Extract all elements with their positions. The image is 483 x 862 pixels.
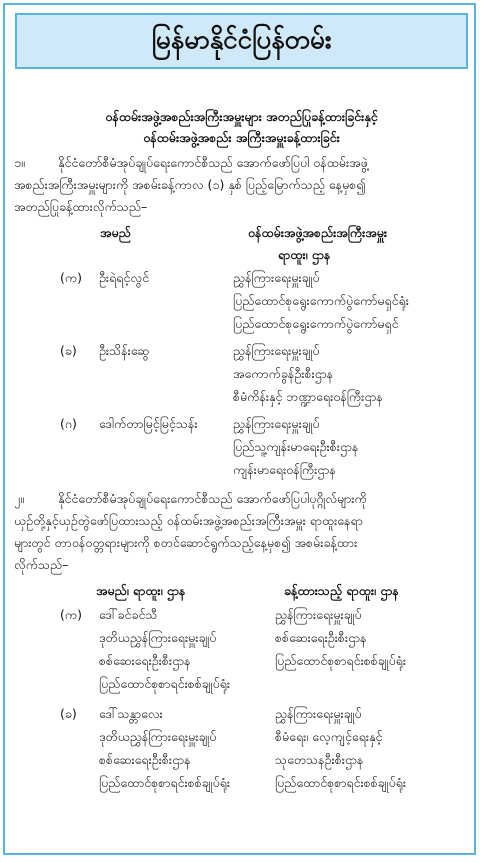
entry-department: ပြည်သူ့ကျန်းမာရေးဦးစီးဌာန (233, 439, 359, 454)
entry-number: (က) (60, 270, 82, 285)
entry-number: (ခ) (60, 343, 77, 358)
section-1-para-line-3: အတည်ပြုခန့်ထားလိုက်သည်– (14, 199, 148, 214)
section-1-col-position-2: ရာထူး၊ ဌာန (278, 247, 331, 262)
section-1-col-name: အမည် (100, 225, 131, 240)
entry-name: ဒေါ်သန္တာလေး (99, 706, 163, 721)
section-2-col-name: အမည်၊ ရာထူး၊ ဌာန (96, 583, 186, 598)
section-2-para-line-3: များတွင် တာဝန်ဝတ္တရားများကို စတင်ဆောင်ရွက်သည့်နေ့မှစ၍ အစမ်းခန့်ထား (14, 535, 358, 550)
entry-new-department: စီမံရေး၊ လေ့ကျင့်ရေးနှင့် (275, 729, 383, 744)
entry-name: ဒေါက်တာမြင့်မြင့်သန်း (99, 416, 198, 431)
entry-new-department-2: သုတေသနဦးစီးဌာန (275, 752, 364, 767)
entry-department: ပြည်ထောင်စုရွေးကောက်ပွဲကော်မရှင်ရုံး (233, 293, 409, 308)
entry-position: ညွှန်ကြားရေးမှူးချုပ် (233, 343, 320, 358)
section-1-para-line-1: နိုင်ငံတော်စီမံအုပ်ချုပ်ရေးကောင်စီသည် အောက်ဖော်ပြပါ ဝန်ထမ်းအဖွဲ့ (58, 155, 368, 170)
entry-current-office: ပြည်ထောင်စုစာရင်းစစ်ချုပ်ရုံး (99, 676, 231, 691)
entry-department: အကောက်ခွန်ဦးစီးဌာန (233, 366, 334, 381)
entry-name: ဒေါ်ခင်ခင်သီ (99, 607, 158, 622)
entry-current-department: စစ်ဆေးရေးဦးစီးဌာန (99, 653, 191, 668)
entry-position: ညွှန်ကြားရေးမှူးချုပ် (233, 270, 320, 285)
entry-new-position: ညွှန်ကြားရေးမှူးချုပ် (275, 706, 362, 721)
section-2-number: ၂။ (14, 491, 24, 506)
entry-number: (ဂ) (60, 416, 77, 431)
entry-name: ဦးသိန်းဆွေ (99, 343, 150, 358)
section-2-col-position: ခန့်ထားသည့် ရာထူး၊ ဌာန (284, 583, 399, 598)
entry-current-office: ပြည်ထောင်စုစာရင်းစစ်ချုပ်ရုံး (99, 775, 231, 790)
section-2-para-line-4: လိုက်သည်– (14, 557, 69, 572)
entry-new-office: ပြည်ထောင်စုစာရင်းစစ်ချုပ်ရုံး (275, 653, 407, 668)
section-1-number: ၁။ (14, 155, 25, 170)
entry-new-office: ပြည်ထောင်စုစာရင်းစစ်ချုပ်ရုံး (275, 775, 407, 790)
entry-new-department: စစ်ဆေးရေးဦးစီးဌာန (275, 630, 367, 645)
entry-ministry: စီမံကိန်းနှင့် ဘဏ္ဍာရေးဝန်ကြီးဌာန (233, 389, 383, 404)
subtitle-line-1: ဝန်ထမ်းအဖွဲ့အစည်းအကြီးအမှူးများ အတည်ပြုခန့်ထားခြင်းနှင့် (105, 109, 378, 124)
entry-current-position: ဒုတိယညွှန်ကြားရေးမှူးချုပ် (99, 630, 217, 645)
entry-number: (က) (60, 607, 82, 622)
section-1-col-position-1: ဝန်ထမ်းအဖွဲ့အစည်းအကြီးအမှူး (248, 225, 388, 240)
entry-number: (ခ) (60, 706, 77, 721)
section-1-para-line-2: အစည်းအကြီးအမှူးများကို အစမ်းခန့်ကာလ (၁) နှစ် ပြည့်မြောက်သည့် နေ့မှစ၍ (14, 177, 366, 192)
section-2-para-line-1: နိုင်ငံတော်စီမံအုပ်ချုပ်ရေးကောင်စီသည် အောက်ဖော်ပြပါပုဂ္ဂိုလ်များကို (58, 491, 367, 506)
gazette-header (15, 13, 468, 69)
entry-current-department: စစ်ဆေးရေးဦးစီးဌာန (99, 752, 191, 767)
entry-current-position: ဒုတိယညွှန်ကြားရေးမှူးချုပ် (99, 729, 217, 744)
entry-ministry: ပြည်ထောင်စုရွေးကောက်ပွဲကော်မရှင် (233, 316, 399, 331)
section-2-para-line-2: ယှဉ်တို့နှင့်ယှဉ်တွဲဖော်ပြထားသည့် ဝန်ထမ်းအဖွဲ့အစည်းအကြီးအမှူး ရာထူးနေရာ (14, 513, 363, 528)
subtitle-line-2: ဝန်ထမ်းအဖွဲ့အစည်း အကြီးအမှူးခန့်ထားခြင်း (143, 130, 340, 145)
entry-new-position: ညွှန်ကြားရေးမှူးချုပ် (275, 607, 362, 622)
page-title: မြန်မာနိုင်ငံပြန်တမ်း (151, 24, 332, 55)
entry-position: ညွှန်ကြားရေးမှူးချုပ် (233, 416, 320, 431)
entry-name: ဦးရဲရင့်လွင် (99, 270, 150, 285)
entry-ministry: ကျန်းမာရေးဝန်ကြီးဌာန (233, 462, 336, 477)
